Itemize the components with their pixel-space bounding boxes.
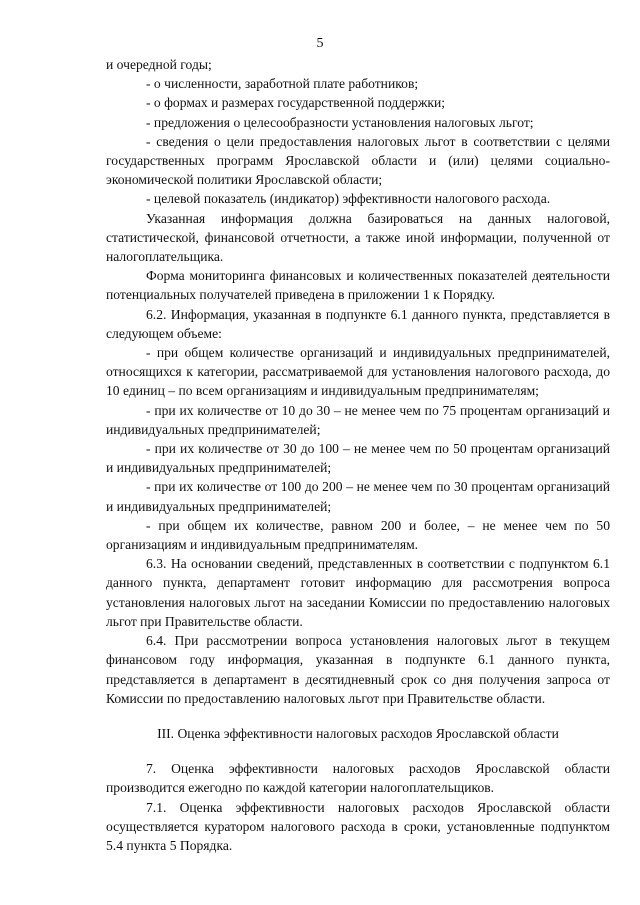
paragraph: и очередной годы; bbox=[106, 57, 212, 72]
paragraph: - о формах и размерах государственной поддержки; bbox=[146, 95, 446, 111]
paragraph: 6.4. При рассмотрении вопроса установления налоговых льгот в текущем финансовом году информация, указанная в подпункте 6.1 данного пункта, представляется в департамент в десятидневный срок со дня получения запроса от Комиссии по предоставлению налоговых льгот при Правительстве области. bbox=[106, 633, 610, 706]
paragraph: - сведения о цели предоставления налоговых льгот в соответствии с целями государственных программ Ярославской области и (или) целями социально-экономической политики Ярославской области; bbox=[106, 133, 610, 188]
paragraph: - при общем количестве организаций и индивидуальных предпринимателей, относящихся к категории, рассматриваемой для установления налогового расхода, до 10 единиц – по всем организациям и индивидуальным предпринимателям; bbox=[106, 345, 610, 399]
paragraph: 7. Оценка эффективности налоговых расходов Ярославской области производится ежегодно по каждой категории налогоплательщиков. bbox=[106, 761, 610, 796]
paragraph: 6.2. Информация, указанная в подпункте 6.1 данного пункта, представляется в следующем объеме: bbox=[106, 306, 610, 341]
paragraph: - предложения о целесообразности установления налоговых льгот; bbox=[146, 114, 534, 130]
paragraph: 7.1. Оценка эффективности налоговых расходов Ярославской области осуществляется куратором налогового расхода в сроки, установленные подпунктом 5.4 пункта 5 Порядка. bbox=[106, 799, 610, 853]
paragraph: - при их количестве от 30 до 100 – не менее чем по 50 процентам организаций и индивидуальных предпринимателей; bbox=[106, 441, 610, 476]
paragraphs-top bbox=[106, 55, 610, 708]
paragraph: - о численности, заработной плате работников; bbox=[146, 76, 419, 92]
page-number: 5 bbox=[316, 36, 324, 51]
paragraph: - при их количестве от 10 до 30 – не менее чем по 75 процентам организаций и индивидуальных предпринимателей; bbox=[106, 402, 610, 437]
paragraph: - при общем их количестве, равном 200 и более, – не менее чем по 50 организациям и индивидуальным предпринимателям. bbox=[106, 517, 610, 553]
paragraph: 6.3. На основании сведений, представленных в соответствии с подпунктом 6.1 данного пункта, департамент готовит информацию для рассмотрения вопроса установления налоговых льгот на заседании Комиссии по предоставлению налоговых льгот при Правительстве области. bbox=[106, 556, 610, 629]
paragraphs-bottom bbox=[106, 759, 610, 855]
document-body bbox=[106, 55, 610, 855]
section-heading: III. Оценка эффективности налоговых расходов Ярославской области bbox=[157, 725, 559, 741]
paragraph: Форма мониторинга финансовых и количественных показателей деятельности потенциальных получателей приведена в приложении 1 к Порядку. bbox=[106, 268, 610, 303]
paragraph: - целевой показатель (индикатор) эффективности налогового расхода. bbox=[146, 191, 551, 207]
paragraph: Указанная информация должна базироваться на данных налоговой, статистической, финансовой отчетности, а также иной информации, полученной от налогоплательщика. bbox=[106, 210, 610, 265]
paragraph: - при их количестве от 100 до 200 – не менее чем по 30 процентам организаций и индивидуальных предпринимателей; bbox=[106, 479, 610, 514]
